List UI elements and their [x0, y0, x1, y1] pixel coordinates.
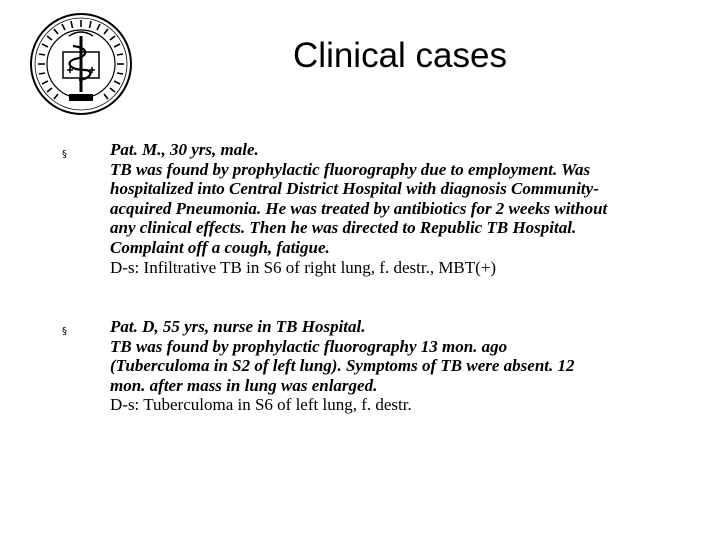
case-1-line-3: hospitalized into Central District Hospital with diagnosis Community- [110, 179, 599, 199]
page-title: Clinical cases [293, 36, 507, 75]
case-1-line-1: Pat. M., 30 yrs, male. [110, 140, 259, 159]
case-2-line-1: Pat. D, 55 yrs, nurse in TB Hospital. [110, 317, 366, 336]
case-1-line-5: any clinical effects. Then he was directed to Republic TB Hospital. [110, 218, 577, 238]
case-2-line-2: TB was found by prophylactic fluorography 13 mon. ago [110, 336, 508, 356]
case-1-line-2: TB was found by prophylactic fluorography due to employment. Was [110, 159, 591, 179]
case-1 [110, 140, 702, 277]
university-seal-icon [29, 12, 133, 116]
case-2-line-4: mon. after mass in lung was enlarged. [110, 375, 378, 395]
case-1-line-6: Complaint off a cough, fatigue. [110, 237, 330, 257]
case-2-diagnosis: D-s: Tuberculoma in S6 of left lung, f. destr. [110, 395, 412, 415]
case-2 [110, 317, 702, 415]
bullet-marker: § [62, 149, 67, 160]
case-1-diagnosis: D-s: Infiltrative TB in S6 of right lung, f. destr., MBT(+) [110, 257, 497, 277]
bullet-marker: § [62, 326, 67, 337]
case-1-line-4: acquired Pneumonia. He was treated by antibiotics for 2 weeks without [110, 198, 608, 218]
case-2-line-3: (Tuberculoma in S2 of left lung). Symptoms of TB were absent. 12 [110, 356, 575, 376]
